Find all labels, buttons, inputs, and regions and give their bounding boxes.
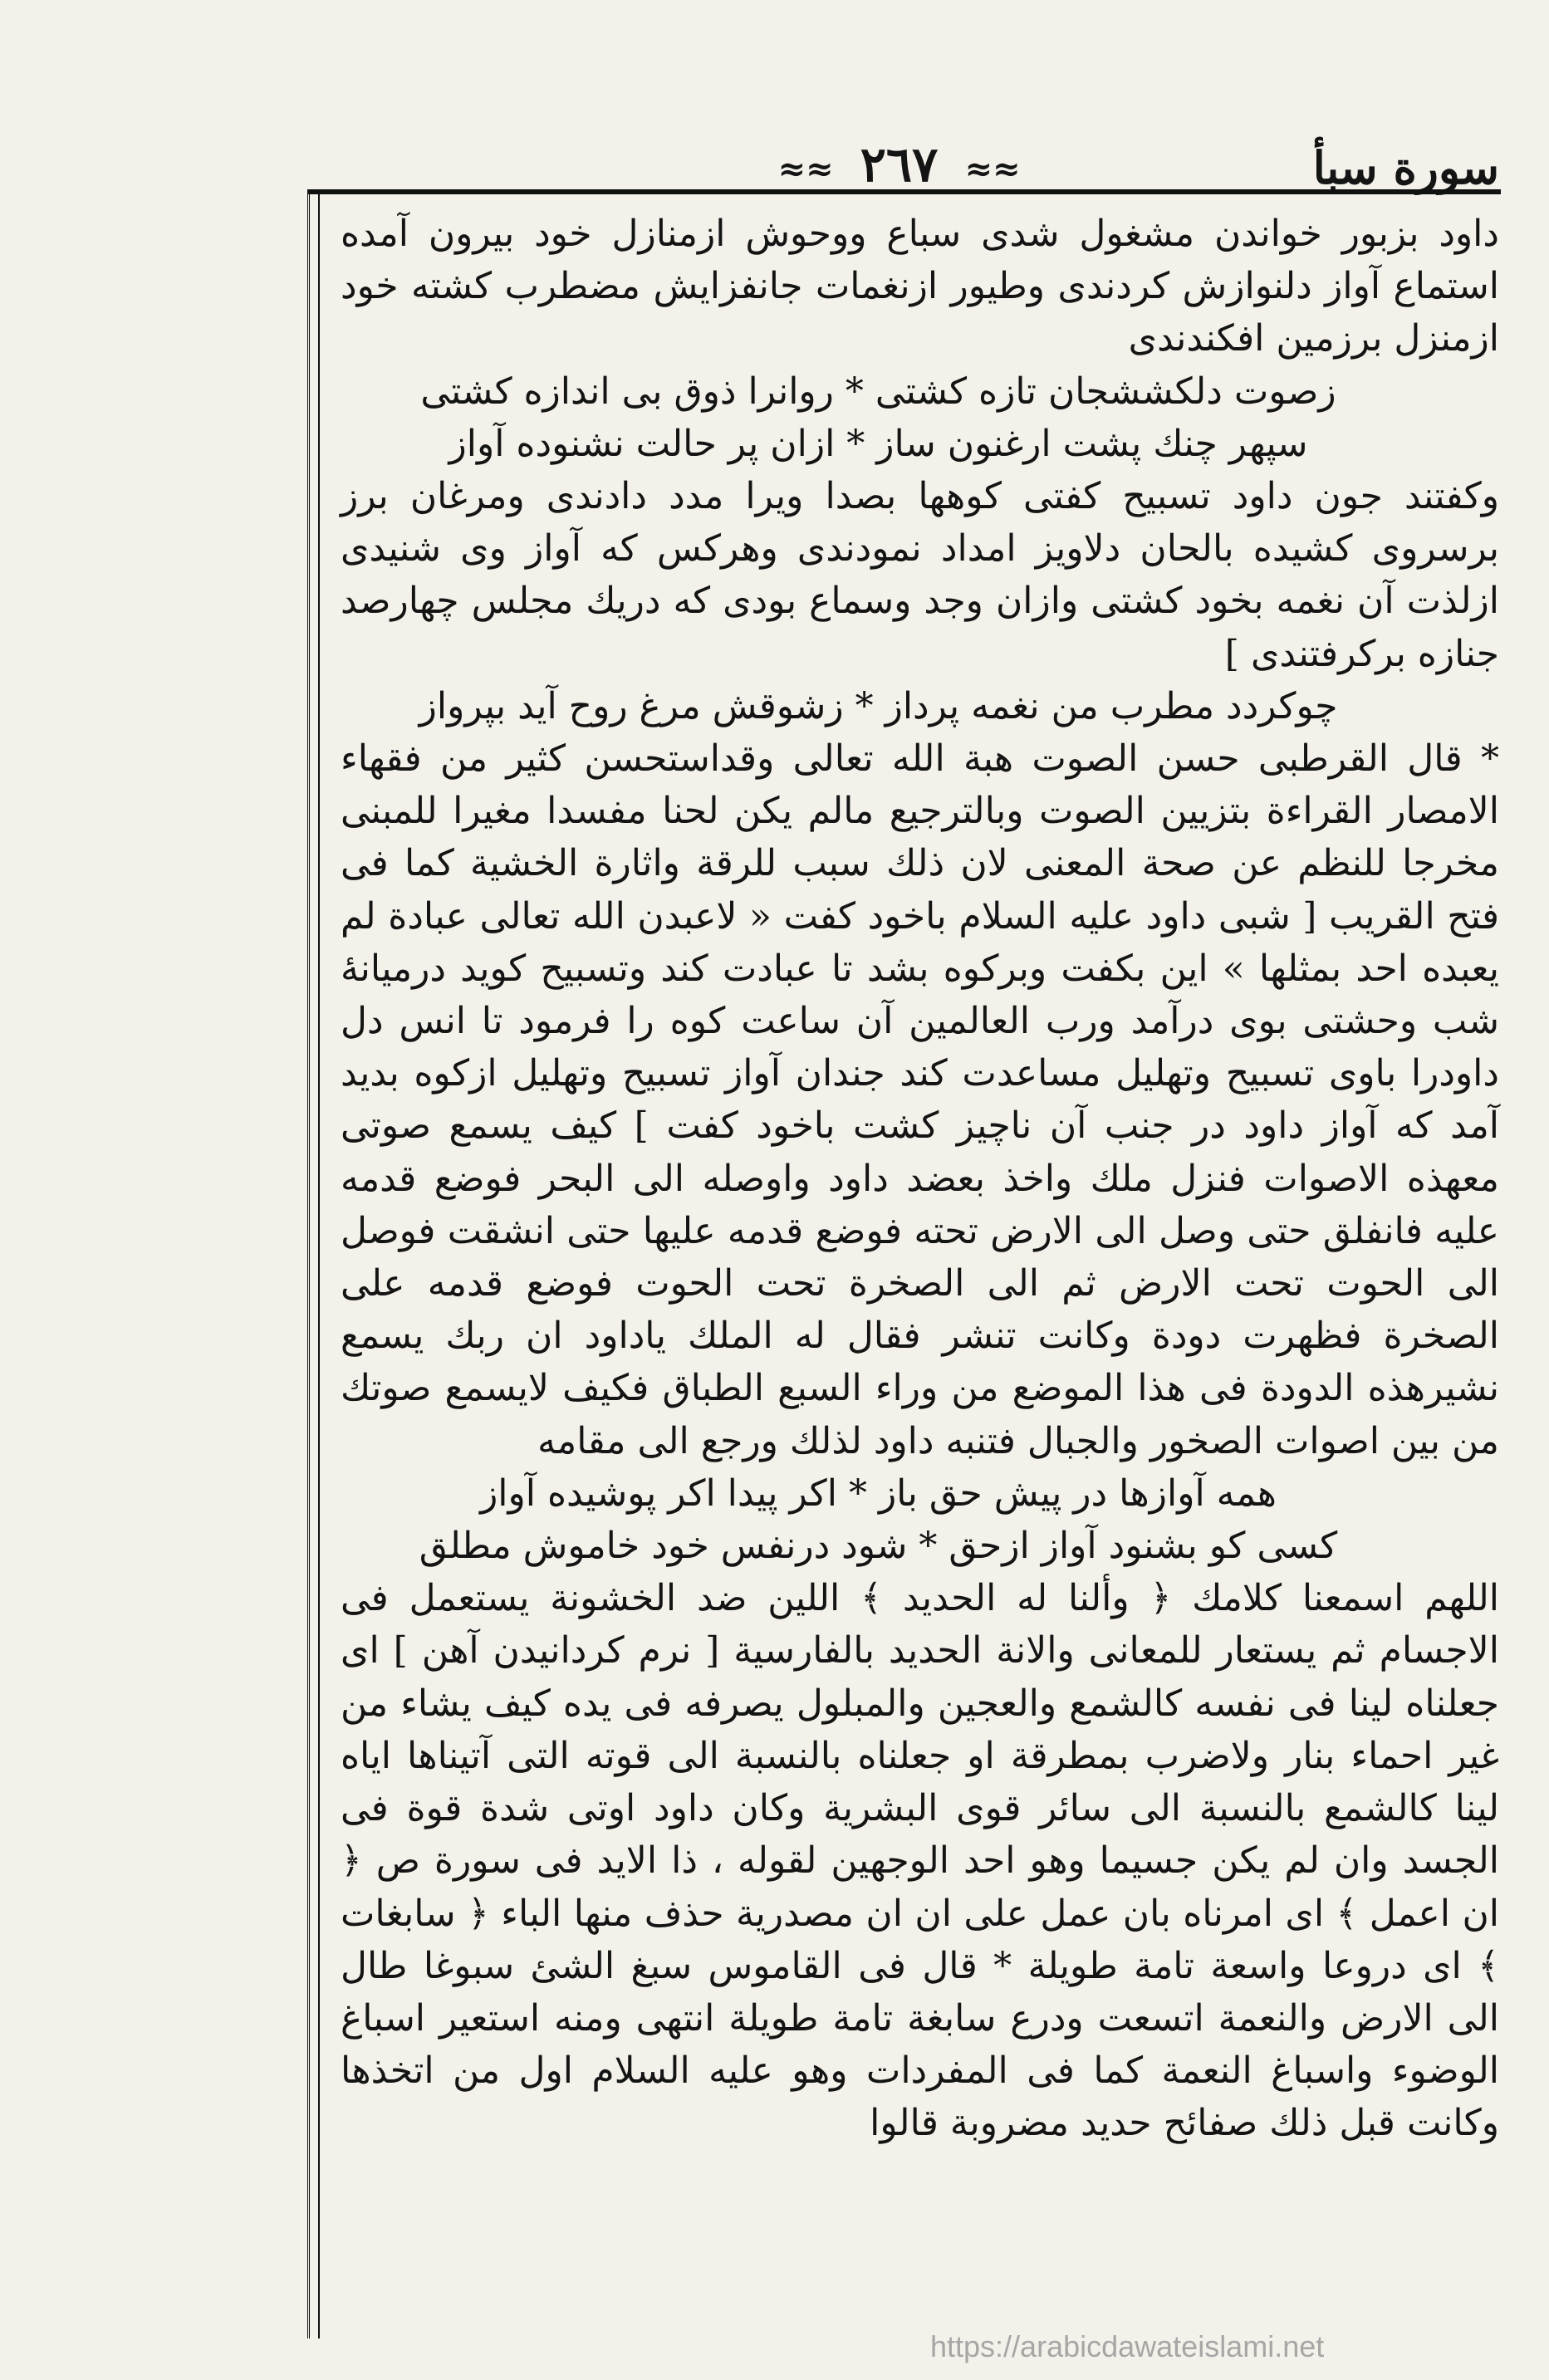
header-ornament-left: ≈≈ [777,149,834,189]
watermark-url: https://arabicdawateislami.net [930,2329,1325,2363]
prose-paragraph: اللهم اسمعنا كلامك ﴿ وألنا له الحديد ﴾ اللين ضد الخشونة يستعمل فى الاجسام ثم يستعار للمعانى والانة الحديد بالفارسية [ نرم كردانيدن آهن ] اى جعلناه لينا فى نفسه كالشمع والعجين والمبلول يصرفه فى يده كيف يشاء من غير احماء بنار ولاضرب بمطرقة او جعلناه بالنسبة الى قوته التى آتيناها اياه لينا كالشمع بالنسبة الى سائر قوى البشرية وكان داود اوتى شدة قوة فى الجسد وان لم يكن جسيما وهو احد الوجهين لقوله ، ذا الايد فى سورة ص ﴿ ان اعمل ﴾ اى امرناه بان عمل على ان ان مصدرية حذف منها الباء ﴿ سابغات ﴾ اى دروعا واسعة تامة طويلة * قال فى القاموس سبغ الشئ سبوغا طال الى الارض والنعمة اتسعت ودرع سابغة تامة طويلة انتهى ومنه استعير اسباغ الوضوء واسباغ النعمة كما فى المفردات وهو عليه السلام اول من اتخذها وكانت قبل ذلك صفائح حديد مضروبة قالوا [341,1577,1499,2145]
poetry-verse: چوكردد مطرب من نغمه پرداز * زشوقش مرغ روح آيد بپرواز [419,684,1338,727]
poetry-verse: سپهر چنك پشت ارغنون ساز * ازان پر حالت نشنوده آواز [449,422,1308,465]
poetry-verse: همه آوازها در پيش حق باز * اكر پيدا اكر پوشيده آواز [480,1472,1277,1515]
page-number-value: ٢٦٧ [860,136,939,193]
prose-paragraph: داود بزبور خواندن مشغول شدى سباع ووحوش ازمنازل خود بيرون آمده استماع آواز دلنوازش كردندى وطيور ازنغمات جانفزايش مضطرب كشته خود ازمنزل برزمين افكندندى [341,213,1499,360]
header-rule [307,189,1501,194]
prose-paragraph: وكفتند جون داود تسبيح كفتى كوهها بصدا ويرا مدد دادندى ومرغان برز برسروى كشيده بالحان دلاويز امداد نمودندى وهركس كه آواز وى شنيدى ازلذت آن نغمه بخود كشتى وازان وجد وسماع بودى كه دريك مجلس چهارصد جنازه بركرفتندى ] [341,475,1499,675]
header-ornament-right: ≈≈ [964,149,1021,189]
prose-paragraph: * قال القرطبى حسن الصوت هبة الله تعالى وقداستحسن كثير من فقهاء الامصار القراءة بتزيين الصوت وبالترجيع مالم يكن لحنا مفسدا مغيرا للمبنى مخرجا للنظم عن صحة المعنى لان ذلك سبب للرقة واثارة الخشية كما فى فتح القريب [ شبى داود عليه السلام باخود كفت « لاعبدن الله تعالى عبادة لم يعبده احد بمثلها » اين بكفت وبركوه بشد تا عبادت كند وتسبيح كويد درميانهٔ شب وحشتى بوى درآمد ورب العالمين آن ساعت كوه را فرمود تا انس دل داودرا باوى تسبيح وتهليل مساعدت كند جندان آواز تسبيح وتهليل ازكوه بديد آمد كه آواز داود در جنب آن ناچيز كشت باخود كفت ] كيف يسمع صوتى معهذه الاصوات فنزل ملك واخذ بعضد داود واوصله الى البحر فوضع قدمه عليه فانفلق حتى وصل الى الارض تحته فوضع قدمه عليها حتى انشقت فوصل الى الحوت تحت الارض ثم الى الصخرة تحت الحوت فوضع قدمه على الصخرة فظهرت دودة وكانت تنشر فقال له الملك ياداود ان ربك يسمع نشيرهذه الدودة فى هذا الموضع من وراء السبع الطباق فكيف لايسمع صوتك من بين اصوات الصخور والجبال فتنبه داود لذلك ورجع الى مقامه [341,737,1499,1462]
page-body [341,208,1499,2150]
page-header [299,125,1499,216]
poetry-verse: كسى كو بشنود آواز ازحق * شود درنفس خود خاموش مطلق [419,1525,1338,1568]
margin-frame-line [307,189,320,2338]
page-number [768,136,1031,193]
poetry-verse: زصوت دلكششجان تازه كشتى * روانرا ذوق بى اندازه كشتى [420,370,1336,413]
surah-title: سورة سبأ [1312,141,1499,194]
